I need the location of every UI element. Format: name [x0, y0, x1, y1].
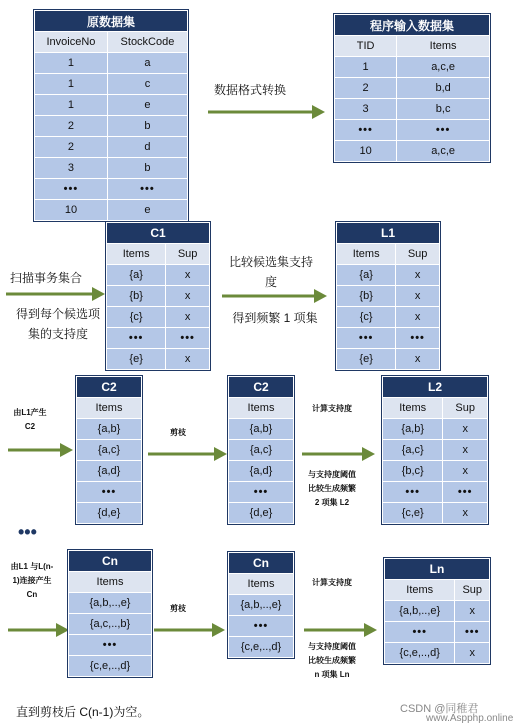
table-row — [337, 349, 440, 370]
table-row — [107, 307, 210, 328]
table-cell: ••• — [385, 622, 455, 643]
input-dataset-table — [334, 14, 490, 162]
c1-header-0: Items — [107, 244, 166, 265]
cna-title: Cn — [69, 551, 152, 572]
table-cell: ••• — [397, 120, 490, 141]
table-row — [107, 286, 210, 307]
prune-arrow — [148, 446, 228, 462]
l1-title: L1 — [337, 223, 440, 244]
table-cell: a — [107, 53, 187, 74]
table-row — [35, 179, 188, 200]
table-cell: x — [443, 503, 488, 524]
table-cell: {d,e} — [229, 503, 294, 524]
table-row — [229, 503, 294, 524]
table-row — [337, 265, 440, 286]
input_table-header-1: Items — [397, 36, 490, 57]
table-cell: {b,c} — [383, 461, 443, 482]
table-cell: x — [396, 286, 440, 307]
table-row — [35, 158, 188, 179]
table-cell: 10 — [335, 141, 397, 162]
table-cell: ••• — [107, 179, 187, 200]
table-cell: {a,c,..,b} — [69, 614, 152, 635]
l1-header-1: Sup — [396, 244, 440, 265]
watermark: CSDN @同稚君 — [400, 703, 479, 715]
table-row — [69, 593, 152, 614]
c1-header-1: Sup — [166, 244, 210, 265]
table-row — [337, 328, 440, 349]
c2b-header-0: Items — [229, 398, 294, 419]
table-row — [69, 614, 152, 635]
table-cell: {a,c} — [229, 440, 294, 461]
prune2-arrow — [154, 622, 226, 638]
table-cell: {a,c} — [383, 440, 443, 461]
table-cell: {b} — [107, 286, 166, 307]
table-row — [107, 265, 210, 286]
compare-label: 比较候选集支持度 — [228, 255, 313, 289]
input_table-header-0: TID — [335, 36, 397, 57]
compare-ln-label: 与支持度阈值比较生成频繁n 项集 Ln — [308, 642, 356, 679]
watermark-url: www.Aspphp.online — [426, 713, 514, 724]
raw-dataset-table — [34, 10, 188, 221]
c2-table-after-prune — [228, 376, 294, 524]
c1-title: C1 — [107, 223, 210, 244]
cn-table-after-prune — [228, 552, 294, 658]
table-cell: {a,c} — [77, 440, 142, 461]
table-cell: {b} — [337, 286, 396, 307]
ln-title: Ln — [385, 559, 490, 580]
table-row — [35, 95, 188, 116]
table-cell: {a,b} — [229, 419, 294, 440]
table-cell: ••• — [229, 482, 294, 503]
calc-support-arrow — [302, 446, 376, 462]
table-cell: {a,b,..,e} — [69, 593, 152, 614]
c2-table-before-prune — [76, 376, 142, 524]
ln-header-0: Items — [385, 580, 455, 601]
support-each-label: 得到每个候选项集的支持度 — [15, 307, 100, 341]
table-cell: {c,e} — [383, 503, 443, 524]
table-row — [229, 461, 294, 482]
frequent1-label: 得到频繁 1 项集 — [232, 311, 318, 325]
vertical-ellipsis: ••• — [18, 522, 37, 542]
table-cell: c — [107, 74, 187, 95]
table-cell: ••• — [396, 328, 440, 349]
l2-header-1: Sup — [443, 398, 488, 419]
cn-table-before-prune — [68, 550, 152, 677]
table-cell: x — [396, 307, 440, 328]
table-row — [69, 656, 152, 677]
l2-title: L2 — [383, 377, 488, 398]
table-row — [383, 419, 488, 440]
table-cell: {a,b,..,e} — [229, 595, 294, 616]
table-row — [35, 116, 188, 137]
table-row — [107, 328, 210, 349]
table-cell: ••• — [455, 622, 490, 643]
table-cell: 2 — [35, 137, 108, 158]
compare-arrow — [222, 288, 328, 304]
table-cell: {d,e} — [77, 503, 142, 524]
table-cell: 2 — [35, 116, 108, 137]
table-row — [77, 440, 142, 461]
table-cell: d — [107, 137, 187, 158]
prune-label: 剪枝 — [170, 428, 186, 437]
raw_table-header-0: InvoiceNo — [35, 32, 108, 53]
table-cell: {a,b} — [383, 419, 443, 440]
table-cell: ••• — [229, 616, 294, 637]
cnb-title: Cn — [229, 553, 294, 574]
table-row — [385, 622, 490, 643]
table-cell: e — [107, 200, 187, 221]
table-cell: 2 — [335, 78, 397, 99]
table-cell: {e} — [337, 349, 396, 370]
table-row — [385, 643, 490, 664]
convert-arrow — [208, 104, 326, 120]
calc-support2-label: 计算支持度 — [312, 578, 352, 587]
table-row — [229, 595, 294, 616]
table-cell: x — [396, 349, 440, 370]
table-cell: 1 — [35, 53, 108, 74]
table-cell: b,c — [397, 99, 490, 120]
table-cell: {a,b} — [77, 419, 142, 440]
table-cell: b — [107, 116, 187, 137]
l2-header-0: Items — [383, 398, 443, 419]
c2a-title: C2 — [77, 377, 142, 398]
table-cell: {c} — [107, 307, 166, 328]
table-cell: {c} — [337, 307, 396, 328]
table-row — [335, 141, 490, 162]
prune2-label: 剪枝 — [170, 604, 186, 613]
table-row — [229, 440, 294, 461]
table-row — [229, 637, 294, 658]
l2-table — [382, 376, 488, 524]
table-cell: x — [396, 265, 440, 286]
table-cell: a,c,e — [397, 57, 490, 78]
raw_table-header-1: StockCode — [107, 32, 187, 53]
table-cell: 10 — [35, 200, 108, 221]
l1-table — [336, 222, 440, 370]
table-cell: 1 — [335, 57, 397, 78]
table-row — [335, 120, 490, 141]
table-row — [77, 482, 142, 503]
table-cell: ••• — [166, 328, 210, 349]
table-row — [337, 286, 440, 307]
table-cell: x — [443, 440, 488, 461]
table-cell: {a} — [337, 265, 396, 286]
from-ln-label: 由L1 与L(n-1)连接产生 Cn — [10, 562, 54, 599]
table-cell: x — [455, 643, 490, 664]
table-cell: x — [166, 286, 210, 307]
table-cell: x — [455, 601, 490, 622]
table-cell: ••• — [383, 482, 443, 503]
table-row — [335, 57, 490, 78]
table-row — [229, 419, 294, 440]
table-row — [383, 482, 488, 503]
input_table-title: 程序输入数据集 — [335, 15, 490, 36]
table-cell: {c,e,..,d} — [385, 643, 455, 664]
table-cell: b — [107, 158, 187, 179]
table-cell: {c,e,..,d} — [229, 637, 294, 658]
table-row — [35, 53, 188, 74]
table-cell: 1 — [35, 74, 108, 95]
table-cell: x — [166, 349, 210, 370]
table-cell: a,c,e — [397, 141, 490, 162]
from-ln-arrow — [8, 622, 70, 638]
c2b-title: C2 — [229, 377, 294, 398]
table-row — [35, 74, 188, 95]
l1-header-0: Items — [337, 244, 396, 265]
table-row — [35, 137, 188, 158]
c1-table — [106, 222, 210, 370]
raw_table-title: 原数据集 — [35, 11, 188, 32]
table-cell: {c,e,..,d} — [69, 656, 152, 677]
cna-header-0: Items — [69, 572, 152, 593]
table-cell: x — [443, 461, 488, 482]
table-cell: ••• — [335, 120, 397, 141]
table-row — [383, 461, 488, 482]
table-cell: 1 — [35, 95, 108, 116]
table-row — [335, 99, 490, 120]
compare-l2-label: 与支持度阈值比较生成频繁2 项集 L2 — [308, 470, 356, 507]
table-cell: ••• — [337, 328, 396, 349]
scan-label: 扫描事务集合 — [10, 271, 83, 285]
table-row — [35, 200, 188, 221]
table-cell: {e} — [107, 349, 166, 370]
table-cell: ••• — [443, 482, 488, 503]
table-cell: ••• — [107, 328, 166, 349]
table-cell: x — [166, 307, 210, 328]
table-row — [229, 482, 294, 503]
from-l1-arrow — [8, 442, 74, 458]
table-row — [69, 635, 152, 656]
table-cell: x — [166, 265, 210, 286]
table-cell: x — [443, 419, 488, 440]
table-row — [77, 419, 142, 440]
table-row — [383, 503, 488, 524]
c2a-header-0: Items — [77, 398, 142, 419]
table-cell: b,d — [397, 78, 490, 99]
ln-header-1: Sup — [455, 580, 490, 601]
table-cell: {a,d} — [77, 461, 142, 482]
table-row — [383, 440, 488, 461]
table-cell: {a,b,..,e} — [385, 601, 455, 622]
table-row — [107, 349, 210, 370]
ln-table — [384, 558, 490, 664]
table-cell: 3 — [335, 99, 397, 120]
table-cell: ••• — [69, 635, 152, 656]
table-cell: ••• — [77, 482, 142, 503]
convert-label: 数据格式转换 — [214, 83, 287, 97]
table-row — [229, 616, 294, 637]
footer-note: 直到剪枝后 C(n-1)为空。 — [16, 705, 150, 719]
from-l1-label: 由L1产生C2 — [13, 408, 47, 431]
table-row — [77, 503, 142, 524]
table-row — [335, 78, 490, 99]
table-cell: ••• — [35, 179, 108, 200]
scan-arrow — [6, 286, 106, 302]
calc-support2-arrow — [304, 622, 378, 638]
table-cell: {a,d} — [229, 461, 294, 482]
table-cell: {a} — [107, 265, 166, 286]
table-row — [77, 461, 142, 482]
calc-support-label: 计算支持度 — [312, 404, 352, 413]
table-row — [385, 601, 490, 622]
table-cell: 3 — [35, 158, 108, 179]
table-cell: e — [107, 95, 187, 116]
cnb-header-0: Items — [229, 574, 294, 595]
table-row — [337, 307, 440, 328]
